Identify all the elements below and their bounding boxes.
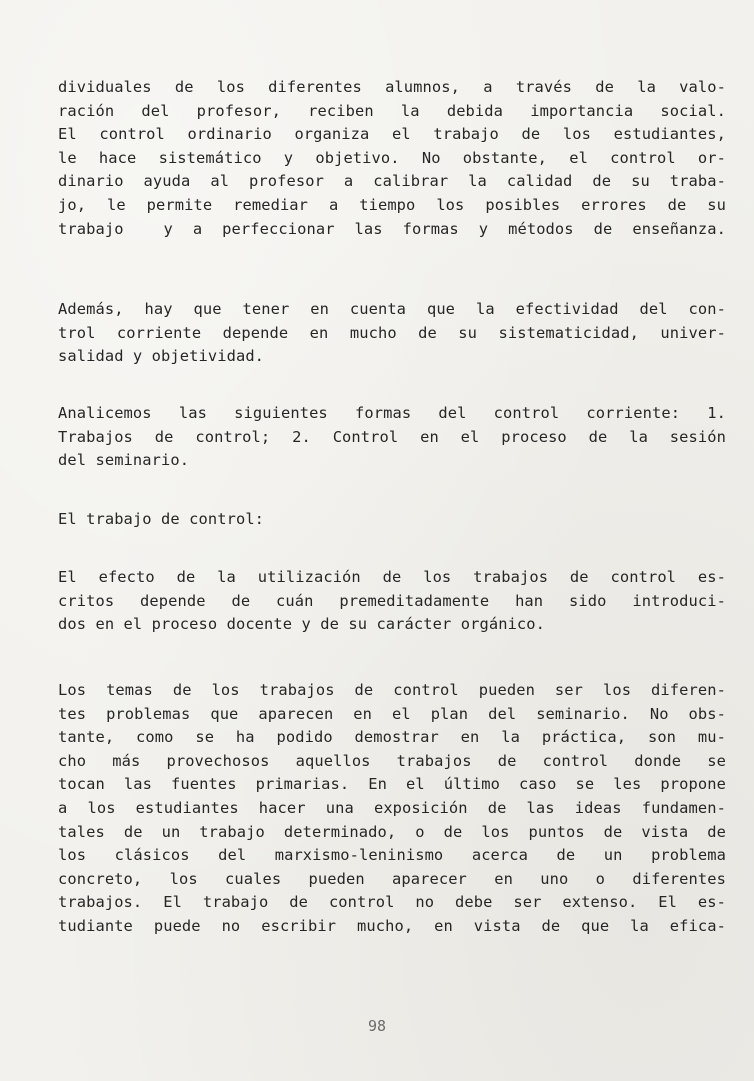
text-line: Analicemos las siguientes formas del control corriente: 1. — [58, 404, 726, 422]
text-line: cho más provechosos aquellos trabajos de control donde se — [58, 751, 726, 770]
text-line: trabajos. El trabajo de control no debe ser extenso. El es- — [58, 893, 726, 912]
paragraph-6 — [58, 679, 726, 939]
text-line: tes problemas que aparecen en el plan del seminario. No obs- — [58, 704, 726, 723]
text-line: del seminario. — [58, 451, 190, 470]
page-number: 98 — [367, 1017, 387, 1035]
text-line: a los estudiantes hacer una exposición de las ideas fundamen- — [58, 798, 726, 817]
text-line: Además, hay que tener en cuenta que la efectividad del con- — [58, 300, 726, 318]
text-line: dos en el proceso docente y de su carácter orgánico. — [58, 615, 546, 634]
text-line: tudiante puede no escribir mucho, en vista de que la efica- — [58, 916, 726, 935]
text-line: trol corriente depende en mucho de su sistematicidad, univer- — [58, 323, 726, 342]
paragraph-3 — [58, 402, 726, 473]
paragraph-5 — [58, 566, 726, 637]
text-line: salidad y objetividad. — [58, 347, 265, 366]
text-line: Los temas de los trabajos de control pueden ser los diferen- — [58, 681, 726, 699]
section-heading: El trabajo de control: — [58, 510, 265, 528]
text-line: tocan las fuentes primarias. En el último caso se les propone — [58, 775, 726, 794]
text-line: jo, le permite remediar a tiempo los posibles errores de su — [58, 195, 726, 214]
text-line: dinario ayuda al profesor a calibrar la calidad de su traba- — [58, 172, 726, 191]
text-line: los clásicos del marxismo-leninismo acerca de un problema — [58, 846, 726, 865]
text-line: tales de un trabajo determinado, o de los puntos de vista de — [58, 822, 726, 841]
text-line: tante, como se ha podido demostrar en la práctica, son mu- — [58, 728, 726, 747]
text-line: concreto, los cuales pueden aparecer en uno o diferentes — [58, 869, 726, 888]
text-line: critos depende de cuán premeditadamente han sido introduci- — [58, 591, 726, 610]
text-line: El efecto de la utilización de los trabajos de control es- — [58, 568, 726, 586]
text-line: dividuales de los diferentes alumnos, a través de la valo- — [58, 78, 726, 96]
text-line: El control ordinario organiza el trabajo de los estudiantes, — [58, 125, 726, 144]
text-line: trabajo y a perfeccionar las formas y métodos de enseñanza. — [58, 219, 726, 238]
text-line: Trabajos de control; 2. Control en el proceso de la sesión — [58, 427, 726, 446]
paragraph-1 — [58, 76, 726, 241]
paragraph-2 — [58, 298, 726, 369]
paragraph-4 — [58, 508, 726, 532]
text-line: le hace sistemático y objetivo. No obstante, el control or- — [58, 148, 726, 167]
text-line: ración del profesor, reciben la debida importancia social. — [58, 101, 726, 120]
